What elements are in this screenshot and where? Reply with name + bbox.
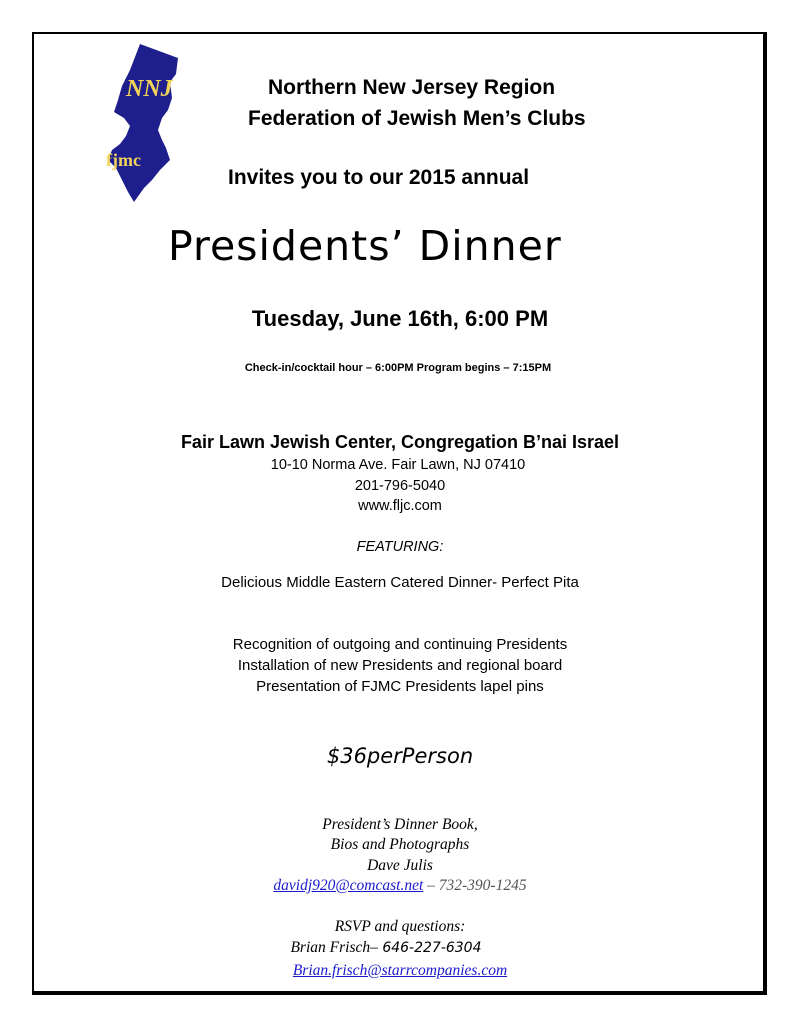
book-email-link[interactable]: davidj920@comcast.net [273,877,424,894]
venue-name: Fair Lawn Jewish Center, Congregation B’nai Israel [180,432,620,452]
rsvp-email-link[interactable]: Brian.frisch@starrcompanies.com [292,962,508,979]
org-line-1: Northern New Jersey Region [268,76,556,99]
book-contact [0,877,800,895]
rsvp-phone: 646-227-6304 [377,940,482,956]
event-date: Tuesday, June 16th, 6:00 PM [251,306,549,331]
rsvp-contact [0,939,786,957]
featuring-item: Presentation of FJMC Presidents lapel pins [256,678,544,695]
book-line-2: Bios and Photographs [330,836,470,853]
rsvp-email-row [0,962,800,980]
book-contact-name: Dave Julis [367,857,433,874]
featuring-item: Recognition of outgoing and continuing Presidents [232,636,568,653]
invite-line: Invites you to our 2015 annual [228,166,530,189]
rsvp-label: RSVP and questions: [334,918,466,935]
venue-address: 10-10 Norma Ave. Fair Lawn, NJ 07410 [270,457,526,473]
org-line-2: Federation of Jewish Men’s Clubs [248,107,586,130]
event-schedule: Check-in/cocktail hour – 6:00PM Program begins – 7:15PM [244,362,552,374]
featuring-label: FEATURING: [356,539,444,555]
new-jersey-map-icon [108,44,178,202]
event-title: Presidents’ Dinner [168,222,562,270]
price: $36perPerson [326,744,474,768]
venue-phone: 201-796-5040 [354,478,446,494]
venue-website: www.fljc.com [358,498,442,514]
book-phone: – 732-390-1245 [423,877,527,894]
logo-nnj-text: NNJ [126,76,173,102]
rsvp-name: Brian Frisch– [290,939,378,956]
book-line-1: President’s Dinner Book, [322,816,478,833]
featuring-dinner: Delicious Middle Eastern Catered Dinner- Perfect Pita [221,574,579,591]
logo-fjmc-text: fjmc [106,150,141,170]
nj-fjmc-logo [100,40,190,205]
featuring-item: Installation of new Presidents and regional board [237,657,563,674]
